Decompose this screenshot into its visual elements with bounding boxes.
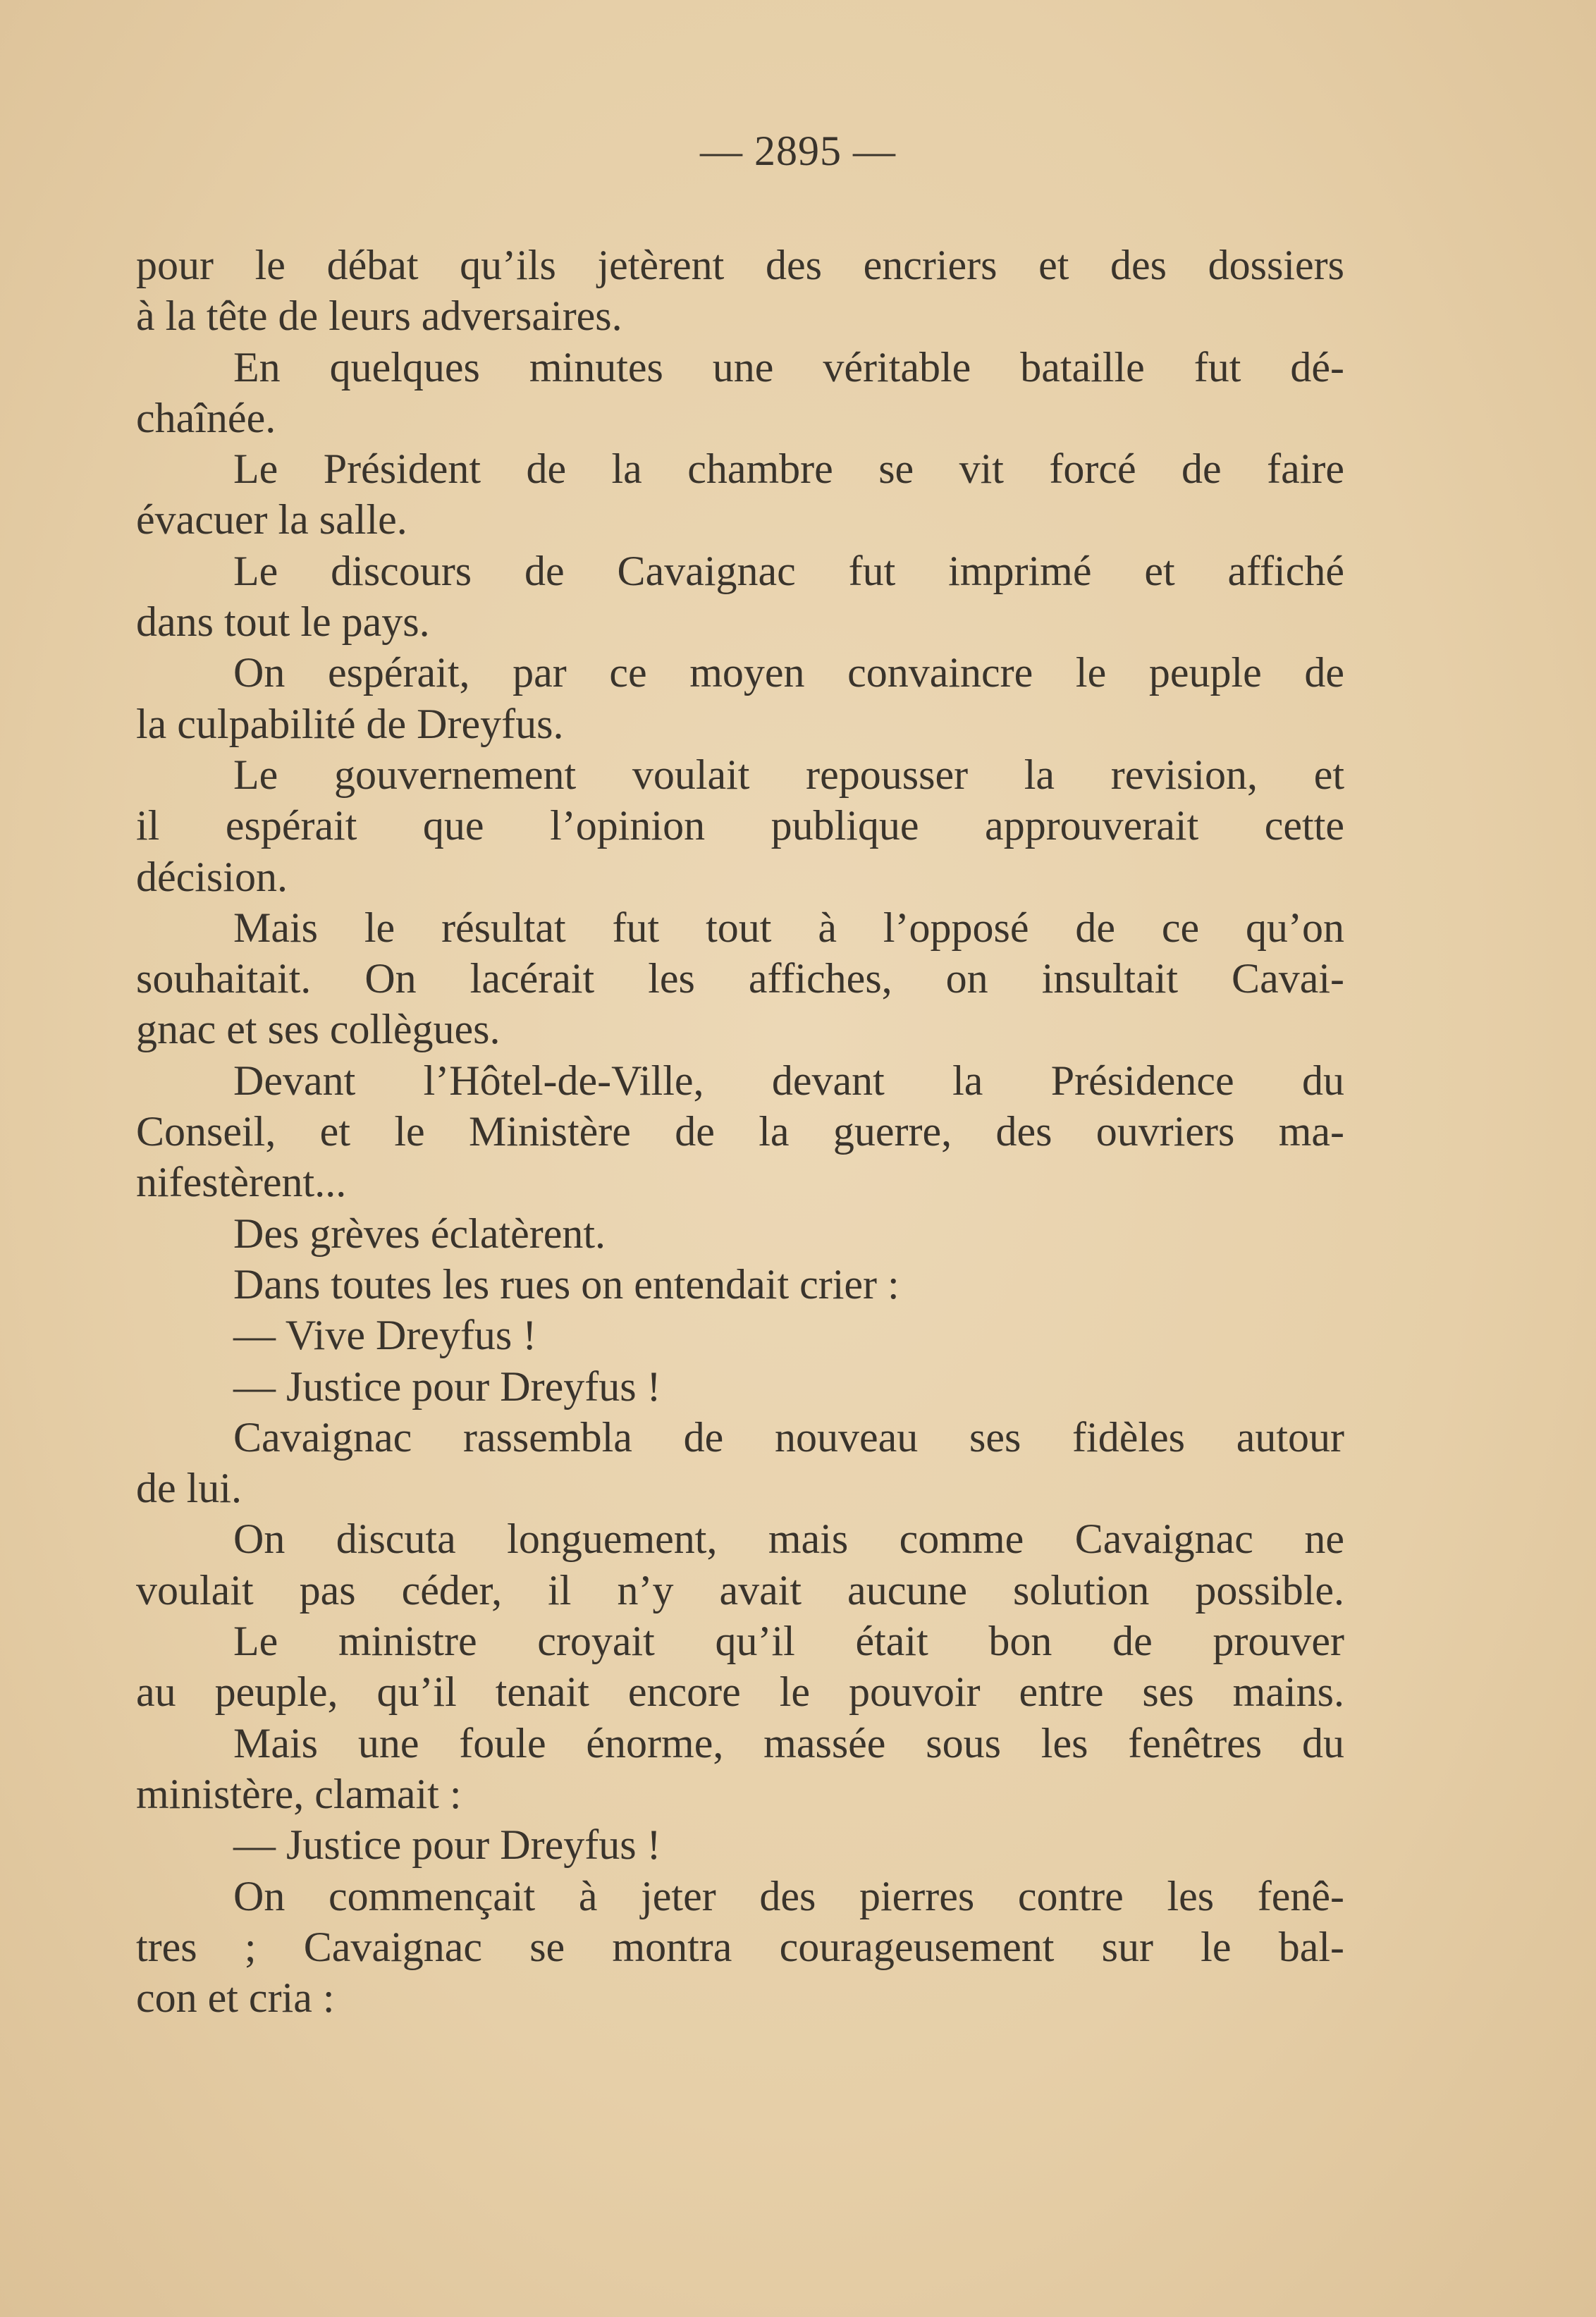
text-line: la culpabilité de Dreyfus. bbox=[136, 700, 564, 747]
text-line: évacuer la salle. bbox=[136, 496, 407, 543]
text-line: On discuta longuement, mais comme Cavaignac ne bbox=[233, 1516, 1344, 1563]
text-line: Devant l’Hôtel-de-Ville, devant la Présidence du bbox=[233, 1057, 1344, 1104]
text-line: gnac et ses collègues. bbox=[136, 1006, 501, 1053]
text-line: souhaitait. On lacérait les affiches, on insultait Cavai- bbox=[136, 955, 1344, 1002]
text-line: chaînée. bbox=[136, 394, 276, 441]
text-line: ministère, clamait : bbox=[136, 1770, 462, 1817]
text-line: il espérait que l’opinion publique approuverait cette bbox=[136, 802, 1344, 849]
text-line: — Vive Dreyfus ! bbox=[233, 1312, 537, 1359]
text-line: On espérait, par ce moyen convaincre le peuple de bbox=[233, 649, 1344, 696]
text-line: pour le débat qu’ils jetèrent des encriers et des dossiers bbox=[136, 242, 1344, 288]
text-line: — Justice pour Dreyfus ! bbox=[233, 1821, 661, 1869]
text-line: Le discours de Cavaignac fut imprimé et affiché bbox=[233, 547, 1344, 594]
text-line: à la tête de leurs adversaires. bbox=[136, 293, 622, 340]
text-line: con et cria : bbox=[136, 1974, 335, 2022]
text-line: au peuple, qu’il tenait encore le pouvoir entre ses mains. bbox=[136, 1668, 1344, 1716]
text-line: Dans toutes les rues on entendait crier : bbox=[233, 1260, 900, 1308]
text-line: On commençait à jeter des pierres contre les fenê- bbox=[233, 1872, 1344, 1919]
text-line: décision. bbox=[136, 853, 288, 900]
text-line: Cavaignac rassembla de nouveau ses fidèles autour bbox=[233, 1413, 1344, 1461]
text-line: nifestèrent... bbox=[136, 1159, 347, 1206]
text-line: dans tout le pays. bbox=[136, 598, 430, 646]
text-line: Mais le résultat fut tout à l’opposé de ce qu’on bbox=[233, 904, 1344, 951]
text-line: Des grèves éclatèrent. bbox=[233, 1210, 606, 1257]
text-line: Le gouvernement voulait repousser la revision, et bbox=[233, 751, 1344, 798]
text-line: Le Président de la chambre se vit forcé de faire bbox=[233, 445, 1344, 493]
text-line: Conseil, et le Ministère de la guerre, des ouvriers ma- bbox=[136, 1108, 1344, 1155]
text-line: voulait pas céder, il n’y avait aucune solution possible. bbox=[136, 1566, 1344, 1614]
text-line: Mais une foule énorme, massée sous les fenêtres du bbox=[233, 1719, 1344, 1766]
text-line: tres ; Cavaignac se montra courageusement sur le bal- bbox=[136, 1923, 1344, 1970]
page-number: — 2895 — bbox=[700, 128, 896, 174]
text-line: En quelques minutes une véritable bataille fut dé- bbox=[233, 343, 1344, 391]
text-line: de lui. bbox=[136, 1465, 242, 1512]
body-text bbox=[136, 240, 1344, 2023]
text-line: Le ministre croyait qu’il était bon de prouver bbox=[233, 1618, 1344, 1665]
text-line: — Justice pour Dreyfus ! bbox=[233, 1363, 661, 1410]
